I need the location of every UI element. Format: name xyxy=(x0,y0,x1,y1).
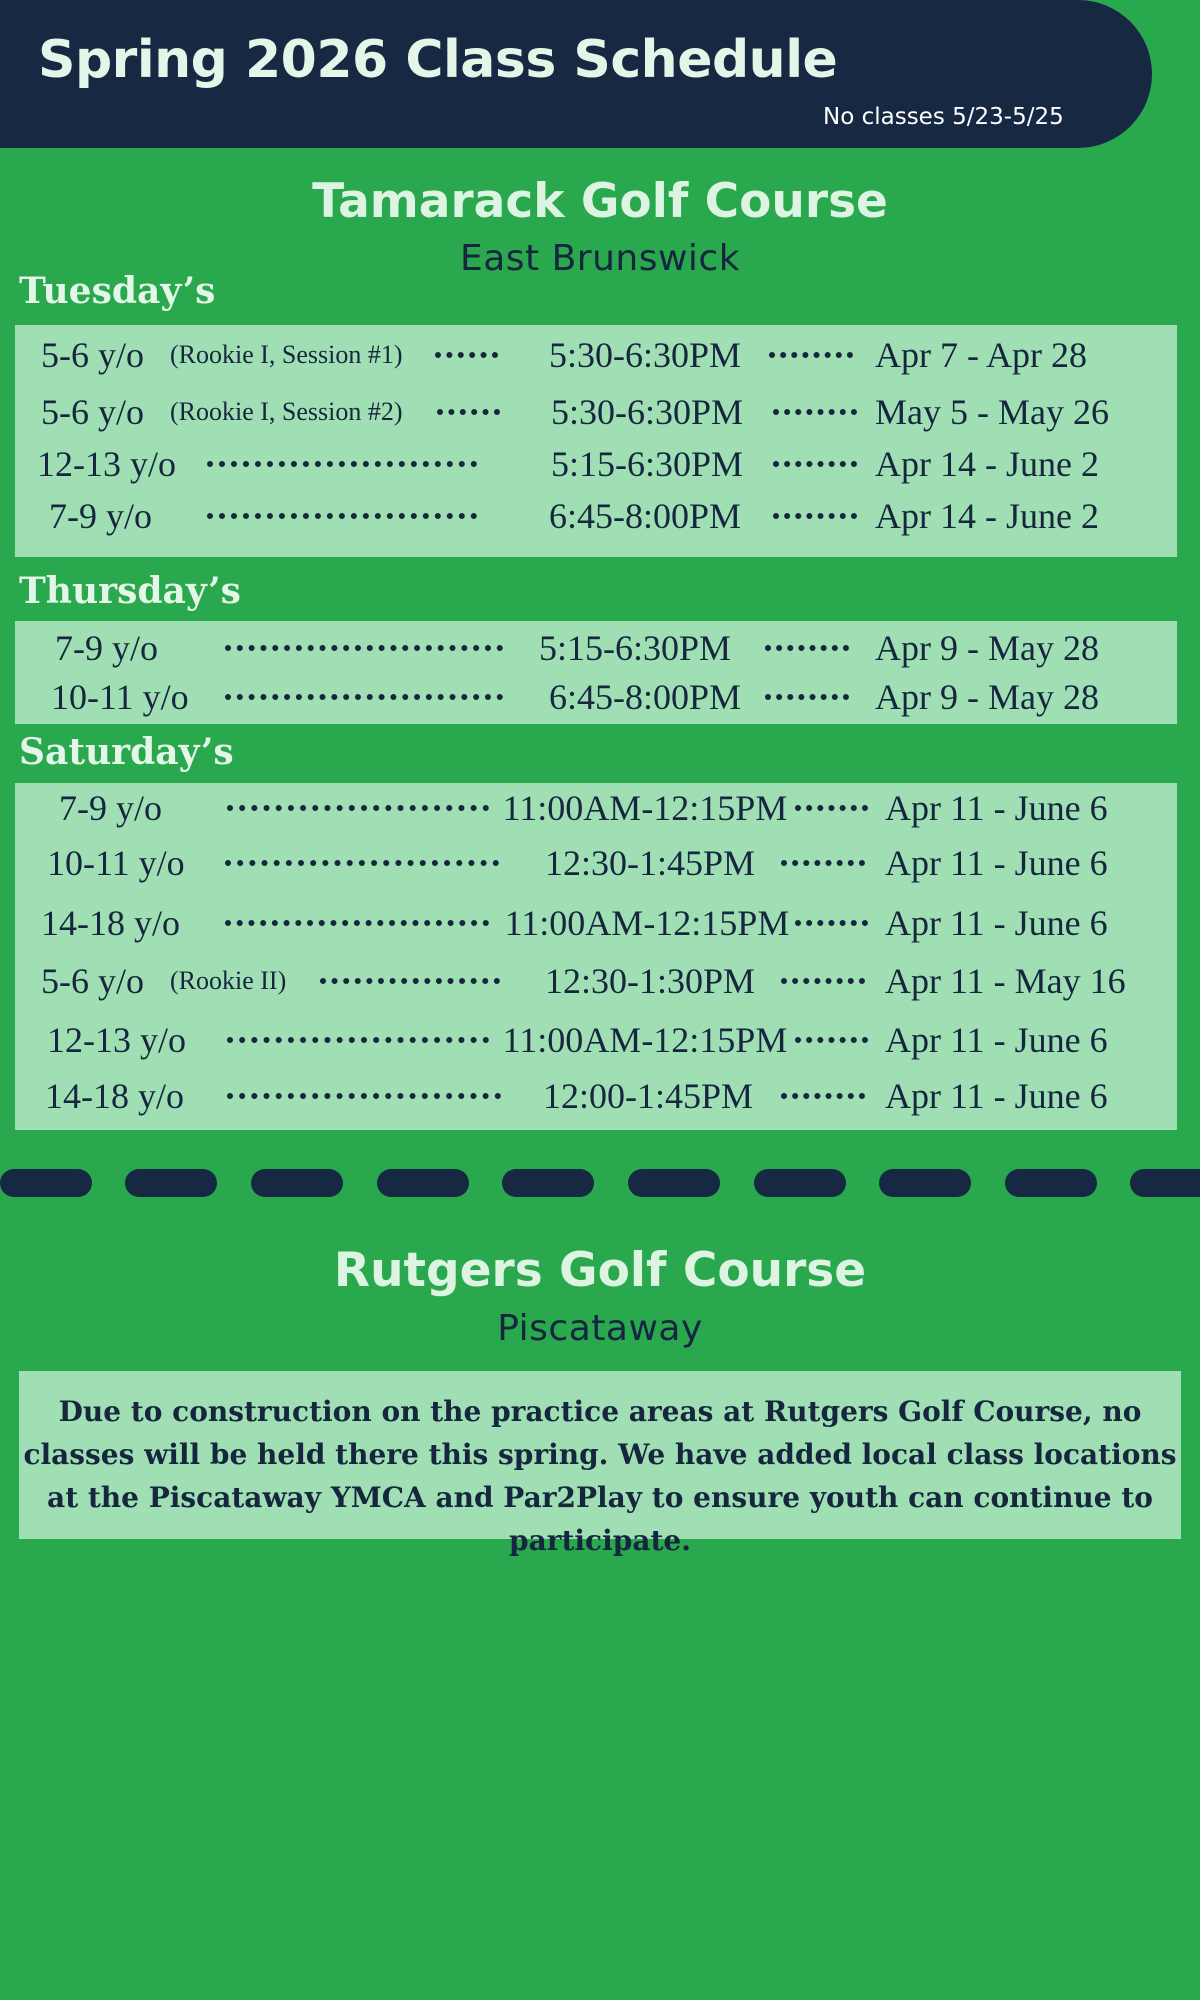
schedule-row xyxy=(15,956,1177,1006)
divider-dash xyxy=(377,1169,469,1197)
construction-notice: Due to construction on the practice areas at Rutgers Golf Course, no classes will be held there this spring. We have added local class locations at the Piscataway YMCA and Par2Play to ensure youth can continue to participate. xyxy=(19,1371,1181,1539)
age-group: 14-18 y/o xyxy=(41,903,180,943)
dotted-leader xyxy=(225,694,503,700)
dotted-leader xyxy=(437,409,500,415)
schedule-row xyxy=(15,1015,1177,1065)
dotted-leader xyxy=(765,645,849,651)
class-time: 5:30-6:30PM xyxy=(550,392,744,432)
dotted-leader xyxy=(773,409,857,415)
dotted-leader xyxy=(781,1093,865,1099)
day-label-tuesday: Tuesday’s xyxy=(19,270,216,312)
class-time: 5:15-6:30PM xyxy=(550,444,744,484)
tamarack-course-city: East Brunswick xyxy=(459,238,741,279)
divider-dash xyxy=(502,1169,594,1197)
class-dates: Apr 11 - May 16 xyxy=(885,961,1126,1001)
class-time: 12:00-1:45PM xyxy=(542,1076,754,1116)
dotted-leader xyxy=(795,920,868,926)
no-classes-note: No classes 5/23-5/25 xyxy=(823,104,1064,130)
dotted-leader xyxy=(225,860,499,866)
age-group: 5-6 y/o xyxy=(41,392,144,432)
dotted-leader xyxy=(769,352,853,358)
class-dates: Apr 9 - May 28 xyxy=(875,677,1099,717)
dotted-leader xyxy=(227,1093,501,1099)
class-dates: Apr 14 - June 2 xyxy=(875,444,1099,484)
divider-dash xyxy=(125,1169,217,1197)
class-dates: Apr 11 - June 6 xyxy=(885,1020,1108,1060)
dotted-leader xyxy=(225,645,503,651)
schedule-row xyxy=(15,898,1177,948)
thursday-schedule-panel xyxy=(15,621,1177,724)
day-label-saturday: Saturday’s xyxy=(19,731,234,773)
dotted-leader xyxy=(207,513,477,519)
dotted-leader xyxy=(773,513,857,519)
age-group: 10-11 y/o xyxy=(47,843,185,883)
divider-dash xyxy=(251,1169,343,1197)
class-time: 11:00AM-12:15PM xyxy=(502,788,788,828)
schedule-row xyxy=(15,387,1177,437)
schedule-row xyxy=(15,672,1177,722)
class-time: 5:30-6:30PM xyxy=(548,335,742,375)
day-label-thursday: Thursday’s xyxy=(19,570,241,612)
age-group: 14-18 y/o xyxy=(45,1076,184,1116)
divider-dash xyxy=(628,1169,720,1197)
class-dates: Apr 11 - June 6 xyxy=(885,903,1108,943)
divider-dash xyxy=(879,1169,971,1197)
dotted-leader xyxy=(225,920,489,926)
class-time: 5:15-6:30PM xyxy=(538,628,732,668)
class-dates: Apr 11 - June 6 xyxy=(885,843,1108,883)
rutgers-course-city: Piscataway xyxy=(497,1308,703,1349)
age-group: 5-6 y/o xyxy=(41,961,144,1001)
dotted-leader xyxy=(773,461,857,467)
divider-dash xyxy=(1130,1169,1200,1197)
class-time: 11:00AM-12:15PM xyxy=(504,903,790,943)
class-dates: Apr 7 - Apr 28 xyxy=(875,335,1087,375)
tuesday-schedule-panel xyxy=(15,325,1177,557)
dotted-leader xyxy=(435,352,498,358)
class-time: 11:00AM-12:15PM xyxy=(502,1020,788,1060)
class-dates: Apr 11 - June 6 xyxy=(885,1076,1108,1116)
schedule-row xyxy=(15,491,1177,541)
schedule-row xyxy=(15,1071,1177,1121)
divider-dash xyxy=(754,1169,846,1197)
age-group: 7-9 y/o xyxy=(49,496,152,536)
schedule-row xyxy=(15,623,1177,673)
dotted-leader xyxy=(795,805,868,811)
age-group: 12-13 y/o xyxy=(47,1020,186,1060)
dotted-leader xyxy=(765,694,849,700)
dotted-leader xyxy=(320,978,500,984)
schedule-row xyxy=(15,330,1177,380)
dotted-leader xyxy=(207,461,477,467)
dotted-leader xyxy=(227,1037,489,1043)
dotted-leader xyxy=(781,860,865,866)
age-group: 5-6 y/o xyxy=(41,335,144,375)
class-time: 12:30-1:45PM xyxy=(544,843,756,883)
class-note: (Rookie I, Session #2) xyxy=(170,397,403,426)
rutgers-course-title: Rutgers Golf Course xyxy=(333,1243,867,1298)
divider-dash xyxy=(0,1169,92,1197)
class-dates: Apr 14 - June 2 xyxy=(875,496,1099,536)
class-dates: Apr 11 - June 6 xyxy=(885,788,1108,828)
dashed-divider xyxy=(0,1169,1200,1197)
tamarack-course-title: Tamarack Golf Course xyxy=(312,174,888,229)
class-time: 12:30-1:30PM xyxy=(544,961,756,1001)
class-time: 6:45-8:00PM xyxy=(548,677,742,717)
divider-dash xyxy=(1005,1169,1097,1197)
header-banner xyxy=(0,0,1152,148)
schedule-row xyxy=(15,439,1177,489)
class-dates: Apr 9 - May 28 xyxy=(875,628,1099,668)
age-group: 7-9 y/o xyxy=(55,628,158,668)
class-dates: May 5 - May 26 xyxy=(875,392,1109,432)
class-note: (Rookie II) xyxy=(170,966,287,995)
dotted-leader xyxy=(795,1037,868,1043)
schedule-row xyxy=(15,783,1177,833)
dotted-leader xyxy=(781,978,865,984)
age-group: 7-9 y/o xyxy=(59,788,162,828)
age-group: 12-13 y/o xyxy=(37,444,176,484)
age-group: 10-11 y/o xyxy=(51,677,189,717)
saturday-schedule-panel xyxy=(15,783,1177,1130)
dotted-leader xyxy=(227,805,489,811)
schedule-row xyxy=(15,838,1177,888)
page-title: Spring 2026 Class Schedule xyxy=(38,30,838,90)
class-note: (Rookie I, Session #1) xyxy=(170,340,403,369)
class-time: 6:45-8:00PM xyxy=(548,496,742,536)
